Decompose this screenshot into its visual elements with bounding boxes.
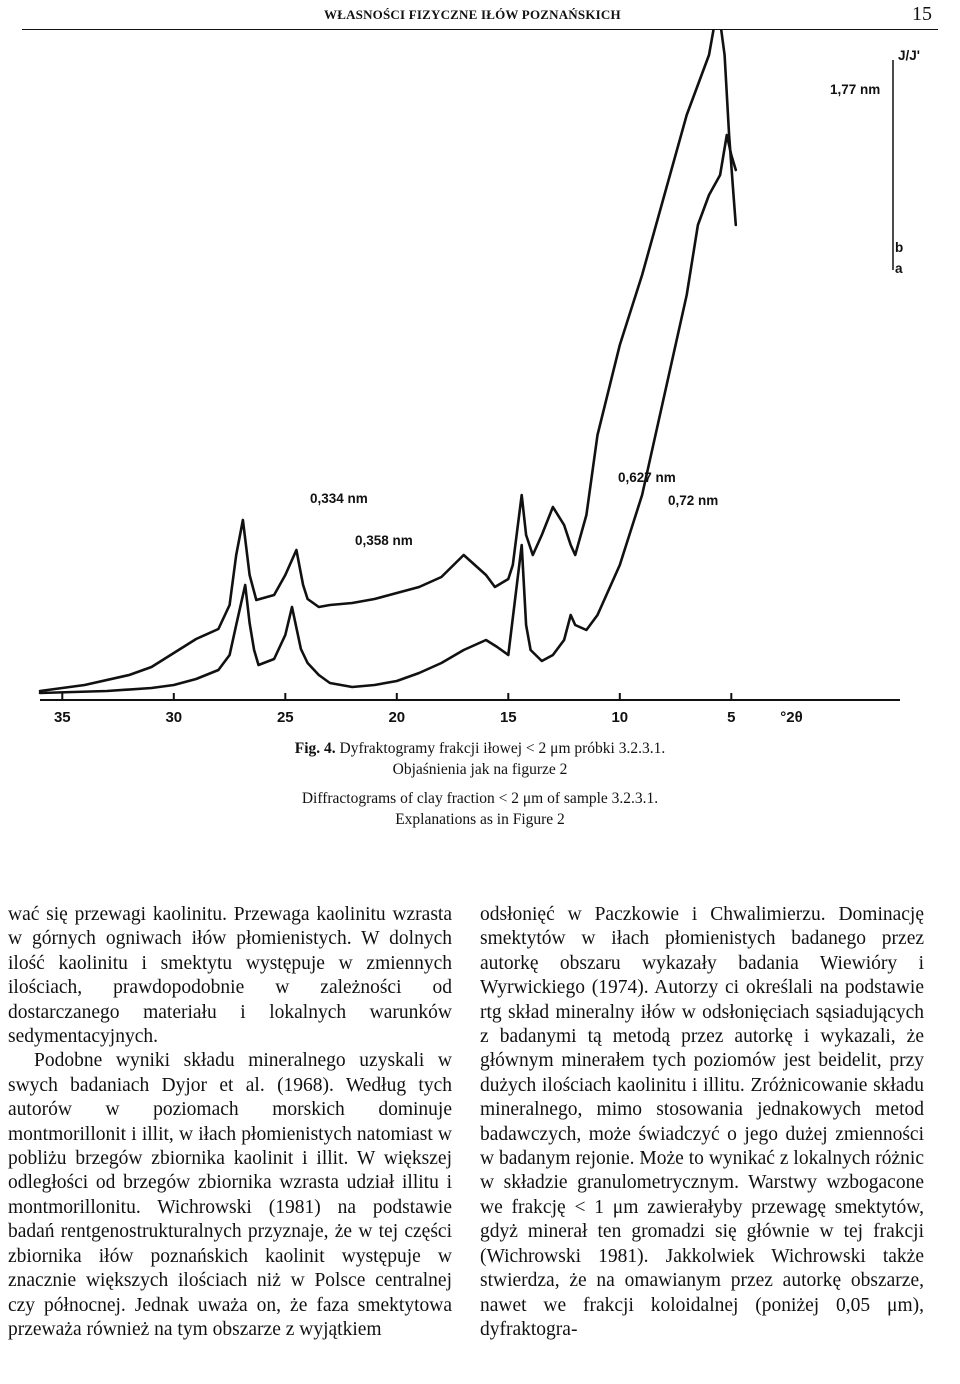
x-tick-label: 20: [388, 709, 406, 726]
series-layer: [40, 30, 736, 693]
caption-english: [0, 788, 960, 830]
caption-pl-text: Dyfraktogramy frakcji iłowej < 2 μm próbki 3.2.3.1.: [339, 740, 666, 757]
x-axis: [40, 693, 900, 726]
peak-label: 1,77 nm: [830, 82, 881, 97]
running-header: [22, 3, 938, 30]
caption-polish: [0, 738, 960, 780]
caption-pl-text2: Objaśnienia jak na figurze 2: [392, 761, 568, 778]
paragraph: Podobne wyniki składu mineralnego uzyskali w swych badaniach Dyjor et al. (1968). Według tych autorów w poziomach morskich dominuje montmorillonit i illit, w iłach płomienistych natomiast w pobliżu brzegów zbiornika kaolinit i illit. W większej odległości od brzegów zbiornika wzrasta udział illitu i montmorillonitu. Wichrowski (1981) na podstawie badań rentgenostrukturalnych przyznaje, że w tej części zbiornika iłów poznańskich kaolinit występuje w znacznie większych ilościach niż w Polsce centralnej czy północnej. Jednak uważa on, że faza smektytowa przeważa również na tym obszarze z wyjątkiem: [8, 1050, 452, 1340]
peak-label: a: [895, 261, 903, 276]
peak-label: 0,627 nm: [618, 470, 676, 485]
x-tick-label: 30: [165, 709, 183, 726]
x-tick-label: 25: [276, 709, 294, 726]
page-number: 15: [912, 3, 932, 25]
peak-label: 0,72 nm: [668, 493, 719, 508]
text-column-left: [8, 903, 452, 1342]
x-tick-label: 5: [727, 709, 736, 726]
peak-label: J/J': [898, 48, 920, 63]
running-title: WŁASNOŚCI FIZYCZNE IŁÓW POZNAŃSKICH: [324, 7, 621, 22]
diffractogram-chart: [0, 30, 960, 730]
paragraph: wać się przewagi kaolinitu. Przewaga kaolinitu wzrasta w górnych ogniwach iłów płomienistych. W dolnych ilość kaolinitu i smektytu występuje w zmiennych ilościach, prawdopodobnie w zależności od dostarczanego materiału i lokalnych warunków sedymentacyjnych.: [8, 904, 452, 1048]
peak-label: 0,358 nm: [355, 533, 413, 548]
peak-label: 0,334 nm: [310, 491, 368, 506]
x-tick-label: °2θ: [780, 709, 803, 726]
figure-number: Fig. 4.: [294, 740, 336, 757]
x-tick-label: 15: [499, 709, 517, 726]
paragraph: odsłonięć w Paczkowie i Chwalimierzu. Dominację smektytów w iłach płomienistych badanego przez autorkę obszaru wykazały badania Wiewióry i Wyrwickiego (1974). Autorzy ci określali na podstawie rtg skład mineralny iłów w odsłonięciach sąsiadujących z badanymi tą metodą przez autorkę i wykazali, że głównym minerałem tych poziomów jest beidelit, przy dużych ilościach kaolinitu i illitu. Zróżnicowanie składu mineralnego, mimo stosowania jednakowych metod badawczych, może świadczyć o jego dużej zmienności w badanym rejonie. Może to wynikać z lokalnych różnic w składzie granulometrycznym. Warstwy wzbogacone we frakcję < 1 μm zawierałyby przewagę smektytów, gdyż minerał ten gromadzi się głównie w tej frakcji (Wichrowski 1981). Jakkolwiek Wichrowski także stwierdza, że na omawianym przez autorkę obszarze, nawet we frakcji koloidalnej (poniżej 0,05 μm), dyfraktogra-: [480, 904, 924, 1340]
caption-en-text2: Explanations as in Figure 2: [395, 811, 565, 828]
x-tick-label: 35: [53, 709, 71, 726]
series-line-b: [40, 30, 736, 691]
caption-en-text: Diffractograms of clay fraction < 2 μm of sample 3.2.3.1.: [301, 790, 659, 807]
text-column-right: [480, 903, 924, 1342]
series-line-a: [40, 135, 736, 693]
annotations: [310, 48, 920, 548]
x-tick-label: 10: [611, 709, 629, 726]
peak-label: b: [895, 240, 904, 255]
